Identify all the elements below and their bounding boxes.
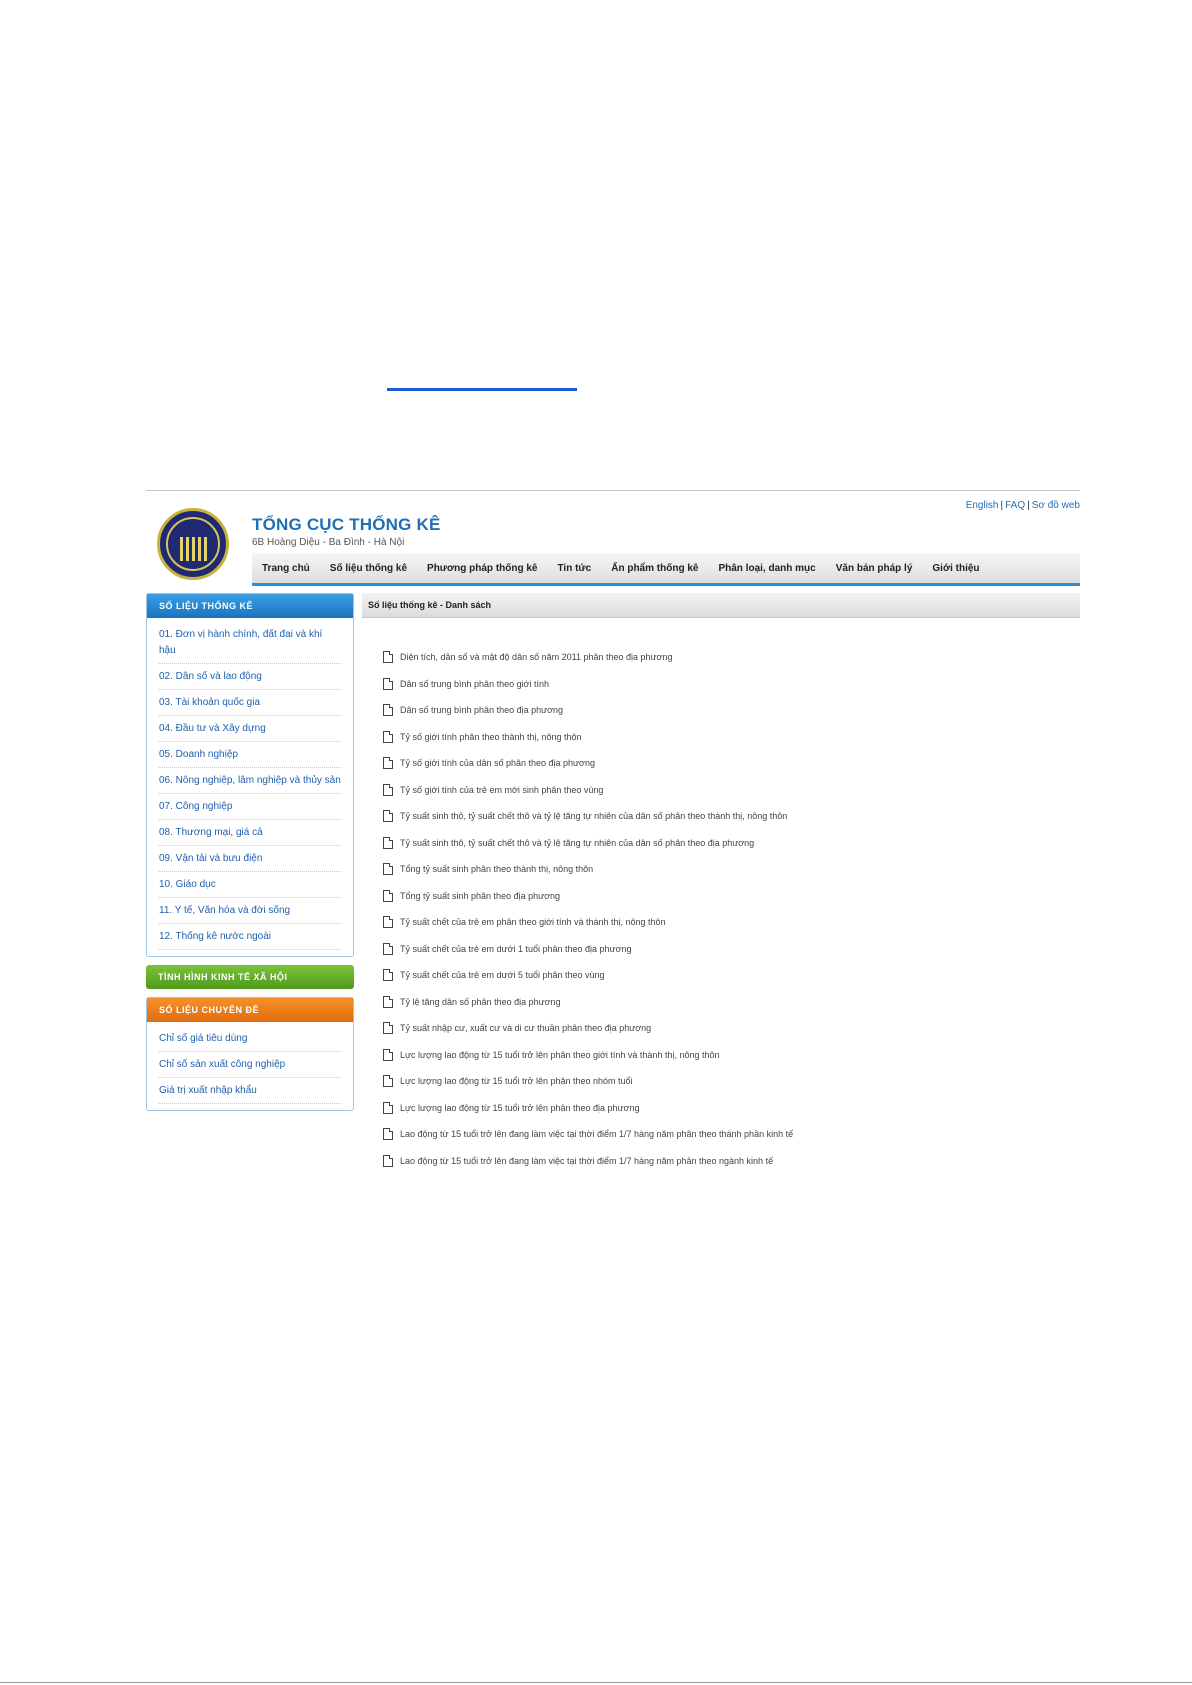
underlined-link[interactable] — [387, 388, 577, 391]
document-icon — [383, 1155, 393, 1167]
top-links: English | FAQ | Sơ đồ web — [965, 500, 1080, 511]
document-row[interactable] — [362, 777, 1080, 804]
sidebar-item-national-accounts[interactable]: 03. Tài khoản quốc gia — [159, 690, 341, 716]
sidebar-item-investment[interactable]: 04. Đầu tư và Xây dựng — [159, 716, 341, 742]
sidebar-item-population[interactable]: 02. Dân số và lao động — [159, 664, 341, 690]
document-icon — [383, 969, 393, 981]
faq-link[interactable]: FAQ — [1005, 500, 1026, 511]
document-list — [362, 618, 1080, 1173]
org-name: TỔNG CỤC THỐNG KÊ — [252, 515, 441, 534]
nav-home[interactable]: Trang chủ — [262, 562, 310, 574]
document-row[interactable] — [362, 883, 1080, 910]
document-title[interactable]: Tỷ lệ tăng dân số phân theo địa phương — [400, 996, 561, 1007]
sidebar-item-industry[interactable]: 07. Công nghiệp — [159, 794, 341, 820]
document-row[interactable] — [362, 1068, 1080, 1095]
document-row[interactable] — [362, 803, 1080, 830]
document-icon — [383, 784, 393, 796]
document-title[interactable]: Lực lượng lao động từ 15 tuổi trở lên phân theo địa phương — [400, 1102, 640, 1113]
nav-news[interactable]: Tin tức — [557, 562, 592, 574]
sidebar-item-admin-units[interactable]: 01. Đơn vị hành chính, đất đai và khí hậu — [159, 622, 341, 664]
document-icon — [383, 810, 393, 822]
document-title[interactable]: Lao động từ 15 tuổi trở lên đang làm việc tại thời điểm 1/7 hàng năm phân theo ngành kinh tế — [400, 1155, 774, 1166]
document-row[interactable] — [362, 830, 1080, 857]
nav-classifications[interactable]: Phân loại, danh mục — [718, 562, 816, 574]
document-row[interactable] — [362, 1015, 1080, 1042]
document-icon — [383, 837, 393, 849]
document-row[interactable] — [362, 724, 1080, 751]
document-icon — [383, 1049, 393, 1061]
document-icon — [383, 757, 393, 769]
topic-iip[interactable]: Chỉ số sản xuất công nghiệp — [159, 1052, 341, 1078]
document-row[interactable] — [362, 697, 1080, 724]
sidebar — [146, 593, 354, 1119]
document-row[interactable] — [362, 909, 1080, 936]
economy-situation-link[interactable]: TÌNH HÌNH KINH TẾ XÃ HỘI — [146, 965, 354, 989]
document-title[interactable]: Tổng tỷ suất sinh phân theo địa phương — [400, 890, 561, 901]
document-title[interactable]: Tổng tỷ suất sinh phân theo thành thị, nông thôn — [400, 864, 594, 875]
website-screenshot — [146, 490, 1080, 1173]
sidebar-item-health[interactable]: 11. Y tế, Văn hóa và đời sống — [159, 898, 341, 924]
document-row[interactable] — [362, 989, 1080, 1016]
document-title[interactable]: Tỷ suất sinh thô, tỷ suất chết thô và tỷ lệ tăng tự nhiên của dân số phân theo địa phương — [400, 837, 755, 848]
page-bottom-rule — [0, 1682, 1192, 1683]
sidebar-item-enterprises[interactable]: 05. Doanh nghiệp — [159, 742, 341, 768]
document-icon — [383, 1075, 393, 1087]
org-address: 6B Hoàng Diệu - Ba Đình - Hà Nội — [252, 537, 405, 548]
topic-trade-value[interactable]: Giá trị xuất nhập khẩu — [159, 1078, 341, 1104]
topics-box-title: SỐ LIỆU CHUYÊN ĐỀ — [147, 998, 353, 1022]
document-row[interactable] — [362, 1148, 1080, 1174]
document-title[interactable]: Tỷ suất chết của trẻ em phân theo giới tính và thành thị, nông thôn — [400, 917, 666, 928]
document-icon — [383, 996, 393, 1008]
document-row[interactable] — [362, 1121, 1080, 1148]
stats-list — [147, 618, 353, 956]
document-row[interactable] — [362, 671, 1080, 698]
sidebar-item-agriculture[interactable]: 06. Nông nghiệp, lâm nghiệp và thủy sản — [159, 768, 341, 794]
document-row[interactable] — [362, 962, 1080, 989]
document-icon — [383, 731, 393, 743]
document-icon — [383, 863, 393, 875]
english-link[interactable]: English — [965, 500, 999, 511]
stats-box-title: SỐ LIỆU THỐNG KÊ — [147, 594, 353, 618]
document-icon — [383, 1022, 393, 1034]
document-title[interactable]: Lực lượng lao động từ 15 tuổi trở lên phân theo giới tính và thành thị, nông thôn — [400, 1049, 720, 1060]
nav-statistics[interactable]: Số liệu thống kê — [329, 562, 408, 574]
sitemap-link[interactable]: Sơ đồ web — [1031, 500, 1080, 511]
document-row[interactable] — [362, 1042, 1080, 1069]
sidebar-item-trade[interactable]: 08. Thương mại, giá cả — [159, 820, 341, 846]
topics-box — [146, 997, 354, 1111]
document-icon — [383, 704, 393, 716]
document-icon — [383, 678, 393, 690]
document-title[interactable]: Tỷ suất chết của trẻ em dưới 5 tuổi phân theo vùng — [400, 970, 605, 981]
document-row[interactable] — [362, 644, 1080, 671]
nav-about[interactable]: Giới thiệu — [932, 562, 980, 574]
document-title[interactable]: Dân số trung bình phân theo giới tính — [400, 678, 550, 689]
sidebar-item-transport[interactable]: 09. Vận tải và bưu điện — [159, 846, 341, 872]
document-title[interactable]: Lao động từ 15 tuổi trở lên đang làm việc tại thời điểm 1/7 hàng năm phân theo thành phần kinh tế — [400, 1129, 794, 1140]
breadcrumb: Số liệu thống kê - Danh sách — [362, 593, 1080, 618]
nav-publications[interactable]: Ấn phẩm thống kê — [611, 562, 699, 574]
main-nav — [252, 553, 1080, 586]
main-content — [362, 593, 1080, 1173]
document-title[interactable]: Tỷ số giới tính của trẻ em mới sinh phân theo vùng — [400, 784, 604, 795]
document-icon — [383, 943, 393, 955]
nav-methods[interactable]: Phương pháp thống kê — [427, 562, 538, 574]
document-title[interactable]: Tỷ suất sinh thô, tỷ suất chết thô và tỷ lệ tăng tự nhiên của dân số phân theo thành thị, nông thôn — [400, 811, 788, 822]
sidebar-item-education[interactable]: 10. Giáo dục — [159, 872, 341, 898]
document-title[interactable]: Lực lượng lao động từ 15 tuổi trở lên phân theo nhóm tuổi — [400, 1076, 633, 1087]
document-title[interactable]: Tỷ suất chết của trẻ em dưới 1 tuổi phân theo địa phương — [400, 943, 632, 954]
topics-list — [147, 1022, 353, 1110]
document-title[interactable]: Tỷ số giới tính phân theo thành thị, nông thôn — [400, 731, 582, 742]
document-icon — [383, 651, 393, 663]
document-row[interactable] — [362, 936, 1080, 963]
document-row[interactable] — [362, 750, 1080, 777]
stats-box — [146, 593, 354, 957]
document-title[interactable]: Tỷ số giới tính của dân số phân theo địa phương — [400, 758, 595, 769]
document-icon — [383, 1128, 393, 1140]
document-icon — [383, 916, 393, 928]
sidebar-item-foreign[interactable]: 12. Thống kê nước ngoài — [159, 924, 341, 950]
topic-cpi[interactable]: Chỉ số giá tiêu dùng — [159, 1026, 341, 1052]
document-title[interactable]: Dân số trung bình phân theo địa phương — [400, 705, 564, 716]
document-icon — [383, 1102, 393, 1114]
nav-legal-docs[interactable]: Văn bản pháp lý — [835, 562, 913, 574]
document-title[interactable]: Tỷ suất nhập cư, xuất cư và di cư thuần phân theo địa phương — [400, 1023, 652, 1034]
document-icon — [383, 890, 393, 902]
gso-logo-icon — [157, 508, 229, 580]
document-row[interactable] — [362, 856, 1080, 883]
document-row[interactable] — [362, 1095, 1080, 1122]
document-title[interactable]: Diện tích, dân số và mật độ dân số năm 2011 phân theo địa phương — [400, 652, 673, 663]
